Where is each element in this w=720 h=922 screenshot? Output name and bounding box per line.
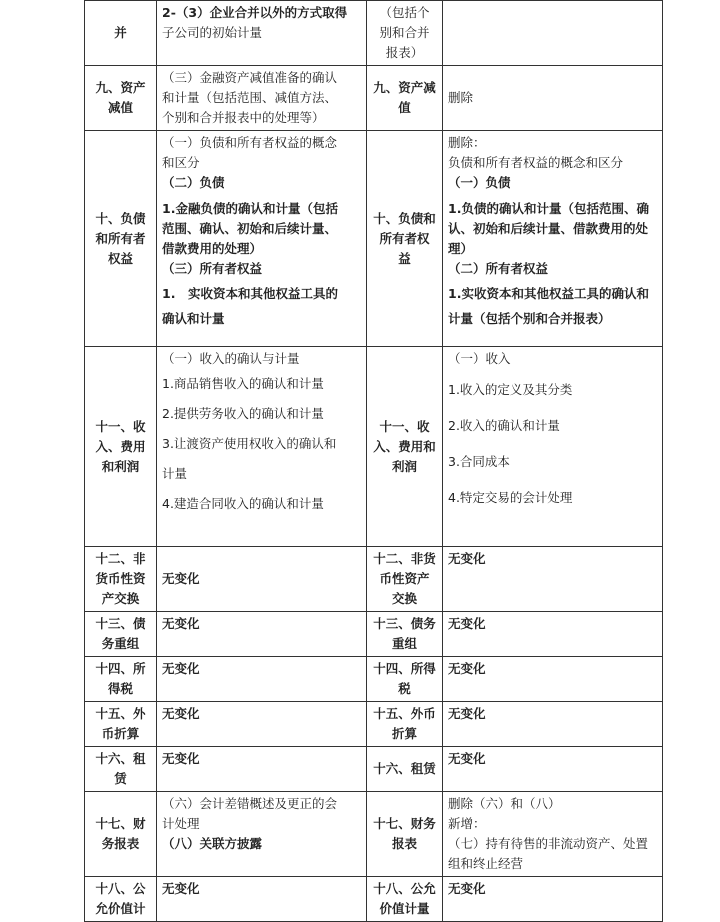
table-row bbox=[85, 792, 663, 877]
chapter-old-cell: 并 bbox=[85, 1, 157, 66]
chapter-new-cell: 十三、债务 重组 bbox=[367, 612, 443, 657]
table-row bbox=[85, 612, 663, 657]
table-row bbox=[85, 131, 663, 347]
content-old-cell: 2-（3）企业合并以外的方式取得 子公司的初始计量 bbox=[157, 1, 367, 66]
table-row bbox=[85, 702, 663, 747]
table-row bbox=[85, 347, 663, 547]
content-new-cell: 无变化 bbox=[443, 747, 663, 792]
table-row bbox=[85, 877, 663, 922]
content-new-cell: 删除： 负债和所有者权益的概念和区分 （一）负债 1.负债的确认和计量（包括范围、确 认、初始和后续计量、借款费用的处理） （二）所有者权益 1.实收资本和其他权益工具的确认和 计量（包括个别和合并报表） bbox=[443, 131, 663, 347]
chapter-old-cell: 十二、非 货币性资 产交换 bbox=[85, 547, 157, 612]
chapter-old-cell: 十五、外 币折算 bbox=[85, 702, 157, 747]
chapter-old-cell: 十、负债 和所有者 权益 bbox=[85, 131, 157, 347]
content-new-cell: 无变化 bbox=[443, 657, 663, 702]
content-old-cell: 无变化 bbox=[157, 657, 367, 702]
chapter-old-cell: 九、资产 减值 bbox=[85, 66, 157, 131]
chapter-old-cell: 十一、收 入、费用 和利润 bbox=[85, 347, 157, 547]
content-old-cell: （六）会计差错概述及更正的会 计处理 （八）关联方披露 bbox=[157, 792, 367, 877]
table-row bbox=[85, 657, 663, 702]
chapter-old-cell: 十三、债 务重组 bbox=[85, 612, 157, 657]
content-new-cell: 无变化 bbox=[443, 612, 663, 657]
chapter-old-cell: 十七、财 务报表 bbox=[85, 792, 157, 877]
content-new-cell: 无变化 bbox=[443, 547, 663, 612]
content-old-cell: （三）金融资产减值准备的确认 和计量（包括范围、减值方法、 个别和合并报表中的处理等） bbox=[157, 66, 367, 131]
content-new-cell: 无变化 bbox=[443, 877, 663, 922]
chapter-new-cell: 十四、所得 税 bbox=[367, 657, 443, 702]
content-old-cell: （一）负债和所有者权益的概念 和区分 （二）负债 1.金融负债的确认和计量（包括 范围、确认、初始和后续计量、 借款费用的处理） （三）所有者权益 1. 实收资本和其他权益工具的 确认和计量 bbox=[157, 131, 367, 347]
content-old-cell: 无变化 bbox=[157, 877, 367, 922]
chapter-new-cell: 十、负债和 所有者权 益 bbox=[367, 131, 443, 347]
chapter-new-cell: 九、资产减 值 bbox=[367, 66, 443, 131]
content-old-cell: （一）收入的确认与计量 1.商品销售收入的确认和计量 2.提供劳务收入的确认和计量 3.让渡资产使用权收入的确认和 计量 4.建造合同收入的确认和计量 bbox=[157, 347, 367, 547]
content-new-cell bbox=[443, 1, 663, 66]
chapter-old-cell: 十八、公 允价值计 bbox=[85, 877, 157, 922]
chapter-new-cell: 十二、非货 币性资产 交换 bbox=[367, 547, 443, 612]
chapter-new-cell: （包括个 别和合并 报表） bbox=[367, 1, 443, 66]
chapter-old-cell: 十四、所 得税 bbox=[85, 657, 157, 702]
content-new-cell: （一）收入 1.收入的定义及其分类 2.收入的确认和计量 3.合同成本 4.特定交易的会计处理 bbox=[443, 347, 663, 547]
content-new-cell: 删除 bbox=[443, 66, 663, 131]
content-new-cell: 删除（六）和（八） 新增： （七）持有待售的非流动资产、处置 组和终止经营 bbox=[443, 792, 663, 877]
content-old-cell: 无变化 bbox=[157, 702, 367, 747]
comparison-table bbox=[84, 0, 663, 922]
content-old-cell: 无变化 bbox=[157, 612, 367, 657]
content-old-cell: 无变化 bbox=[157, 747, 367, 792]
chapter-new-cell: 十五、外币 折算 bbox=[367, 702, 443, 747]
table-row bbox=[85, 547, 663, 612]
chapter-new-cell: 十一、收 入、费用和 利润 bbox=[367, 347, 443, 547]
content-new-cell: 无变化 bbox=[443, 702, 663, 747]
chapter-new-cell: 十八、公允 价值计量 bbox=[367, 877, 443, 922]
table-row bbox=[85, 1, 663, 66]
chapter-new-cell: 十六、租赁 bbox=[367, 747, 443, 792]
content-old-cell: 无变化 bbox=[157, 547, 367, 612]
chapter-old-cell: 十六、租 赁 bbox=[85, 747, 157, 792]
table-row bbox=[85, 747, 663, 792]
table-row bbox=[85, 66, 663, 131]
chapter-new-cell: 十七、财务 报表 bbox=[367, 792, 443, 877]
